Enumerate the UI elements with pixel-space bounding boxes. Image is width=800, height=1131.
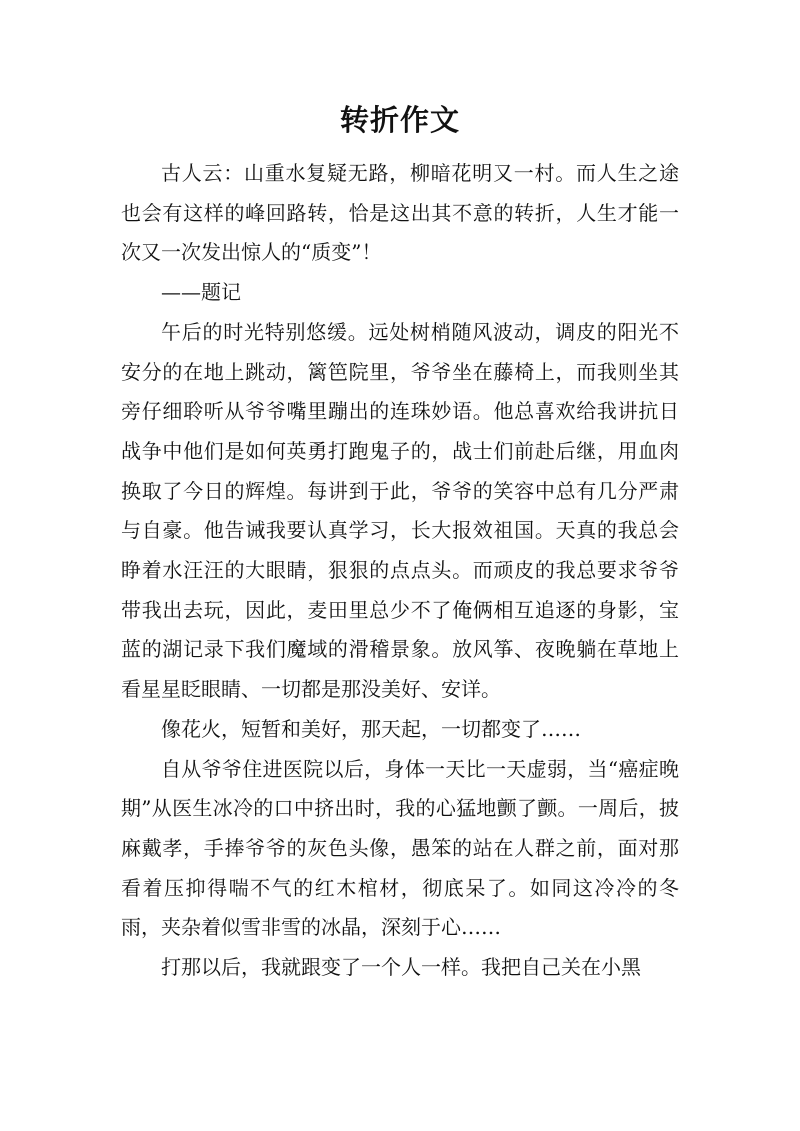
paragraph-memory: 午后的时光特别悠缓。远处树梢随风波动，调皮的阳光不安分的在地上跳动，篱笆院里，爷爷坐在藤椅上，而我则坐其旁仔细聆听从爷爷嘴里蹦出的连珠妙语。他总喜欢给我讲抗日战争中他们是如何英勇打跑鬼子的，战士们前赴后继，用血肉换取了今日的辉煌。每讲到于此，爷爷的笑容中总有几分严肃与自豪。他告诫我要认真学习，长大报效祖国。天真的我总会睁着水汪汪的大眼睛，狠狠的点点头。而顽皮的我总要求爷爷带我出去玩，因此，麦田里总少不了俺俩相互追逐的身影，宝蓝的湖记录下我们魔域的滑稽景象。放风筝、夜晚躺在草地上看星星眨眼睛、一切都是那没美好、安详。 bbox=[121, 319, 679, 702]
paragraph-after: 打那以后，我就跟变了一个人一样。我把自己关在小黑 bbox=[161, 955, 641, 980]
paragraph-intro: 古人云：山重水复疑无路，柳暗花明又一村。而人生之途也会有这样的峰回路转，恰是这出其不意的转折，人生才能一次又一次发出惊人的“质变”！ bbox=[121, 161, 679, 265]
document-title: 转折作文 bbox=[339, 103, 460, 137]
paragraph-hospital: 自从爷爷住进医院以后，身体一天比一天虚弱，当“癌症晚期”从医生冰冷的口中挤出时，我的心猛地颤了颤。一周后，披麻戴孝，手捧爷爷的灰色头像，愚笨的站在人群之前，面对那看着压抑得喘不气的红木棺材，彻底呆了。如同这冷冷的冬雨，夹杂着似雪非雪的冰晶，深刻于心…… bbox=[121, 756, 679, 940]
paragraph-turn: 像花火，短暂和美好，那天起，一切都变了…… bbox=[161, 716, 581, 741]
document-body bbox=[121, 154, 679, 988]
paragraph-epigraph-note: ——题记 bbox=[161, 280, 241, 305]
